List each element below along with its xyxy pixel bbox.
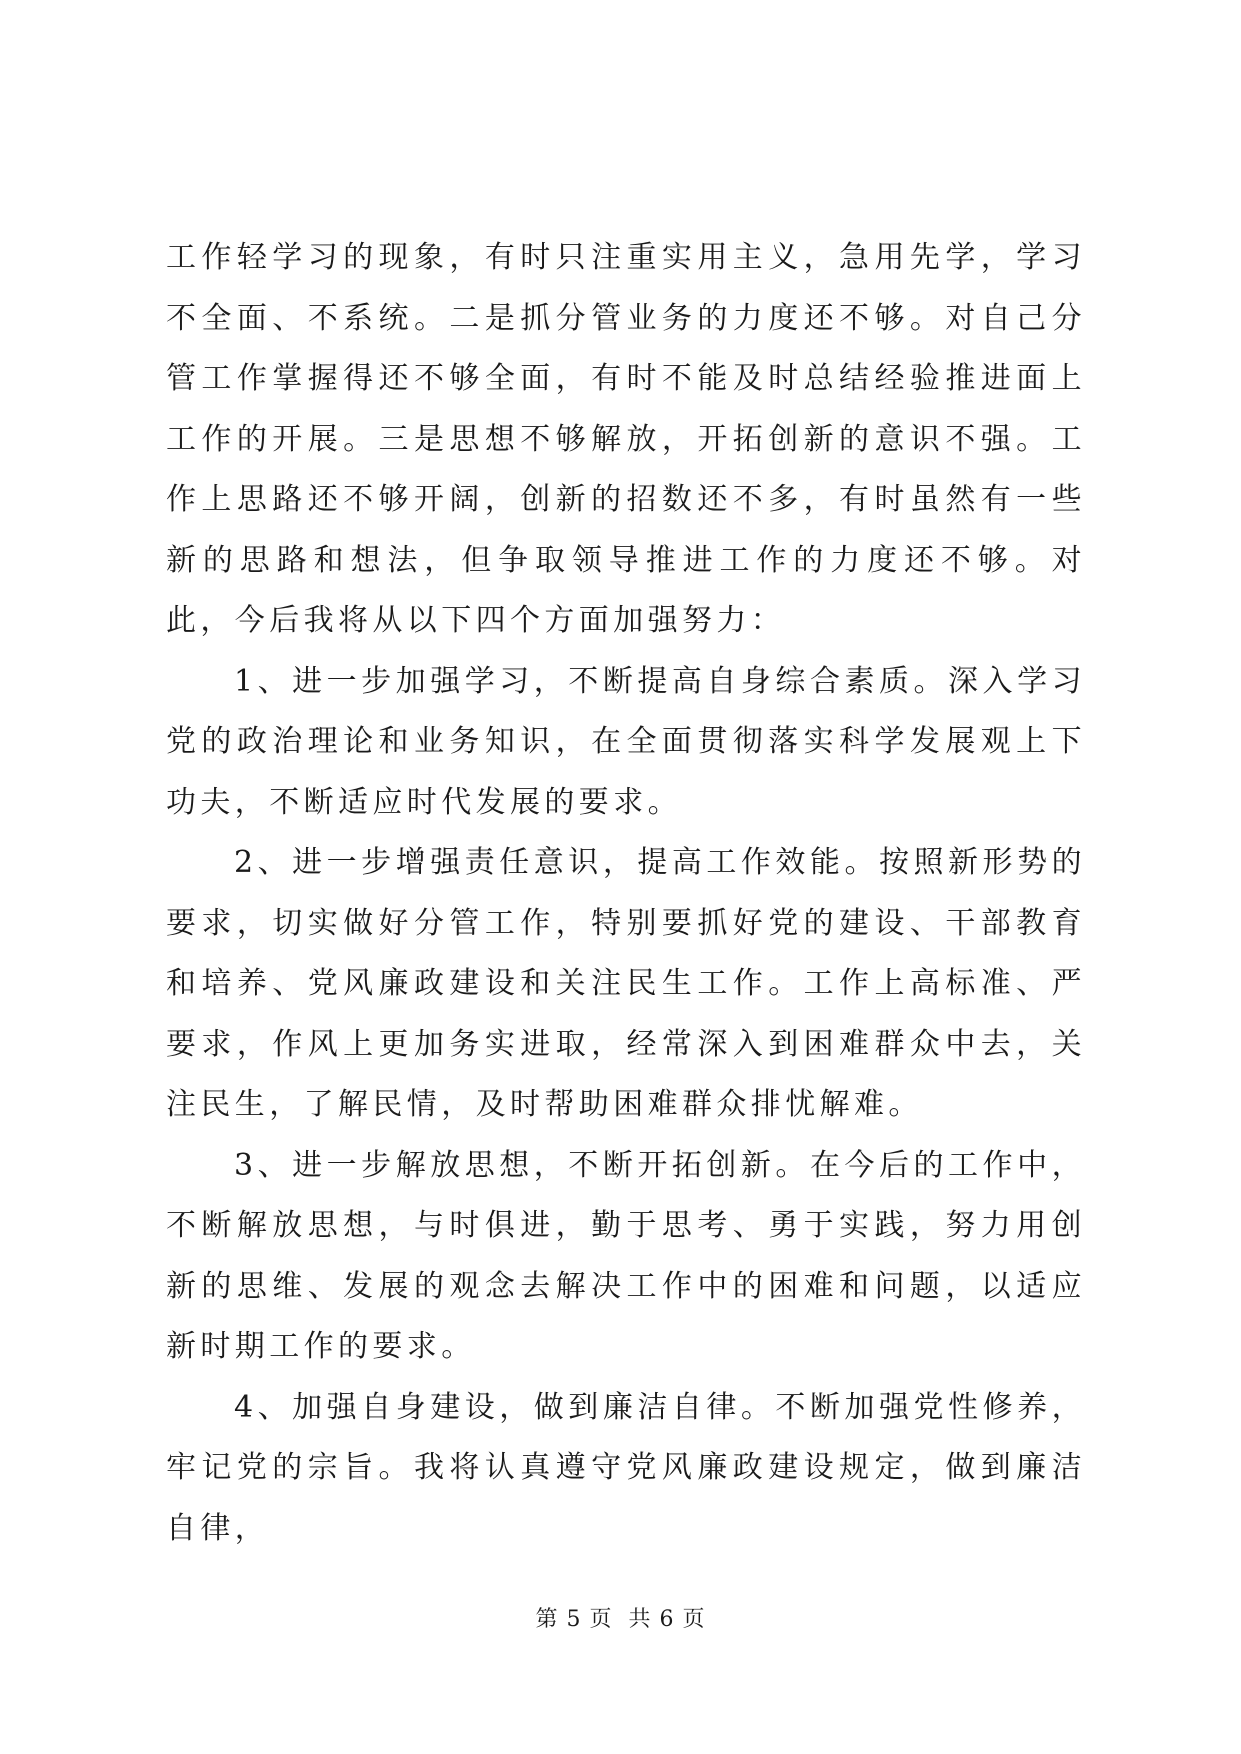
page-number-label: 第 5 页 共 6 页	[535, 1607, 706, 1632]
page-footer	[0, 1606, 1241, 1634]
paragraph-item-2: 2、进一步增强责任意识，提高工作效能。按照新形势的要求，切实做好分管工作，特别要抓好党的建设、干部教育和培养、党风廉政建设和关注民生工作。工作上高标准、严要求，作风上更加务实进取，经常深入到困难群众中去，关注民生，了解民情，及时帮助困难群众排忧解难。	[166, 845, 1086, 1122]
paragraph-continuation: 工作轻学习的现象，有时只注重实用主义，急用先学，学习不全面、不系统。二是抓分管业务的力度还不够。对自己分管工作掌握得还不够全面，有时不能及时总结经验推进面上工作的开展。三是思想不够解放，开拓创新的意识不强。工作上思路还不够开阔，创新的招数还不多，有时虽然有一些新的思路和想法，但争取领导推进工作的力度还不够。对此，今后我将从以下四个方面加强努力：	[166, 240, 1086, 638]
paragraph-item-3: 3、进一步解放思想，不断开拓创新。在今后的工作中，不断解放思想，与时俱进，勤于思考、勇于实践，努力用创新的思维、发展的观念去解决工作中的困难和问题，以适应新时期工作的要求。	[166, 1147, 1086, 1364]
paragraph-item-4: 4、加强自身建设，做到廉洁自律。不断加强党性修养，牢记党的宗旨。我将认真遵守党风廉政建设规定，做到廉洁自律，	[166, 1389, 1086, 1546]
paragraph-item-1: 1、进一步加强学习，不断提高自身综合素质。深入学习党的政治理论和业务知识，在全面贯彻落实科学发展观上下功夫，不断适应时代发展的要求。	[166, 663, 1086, 820]
document-body	[166, 228, 1086, 1559]
